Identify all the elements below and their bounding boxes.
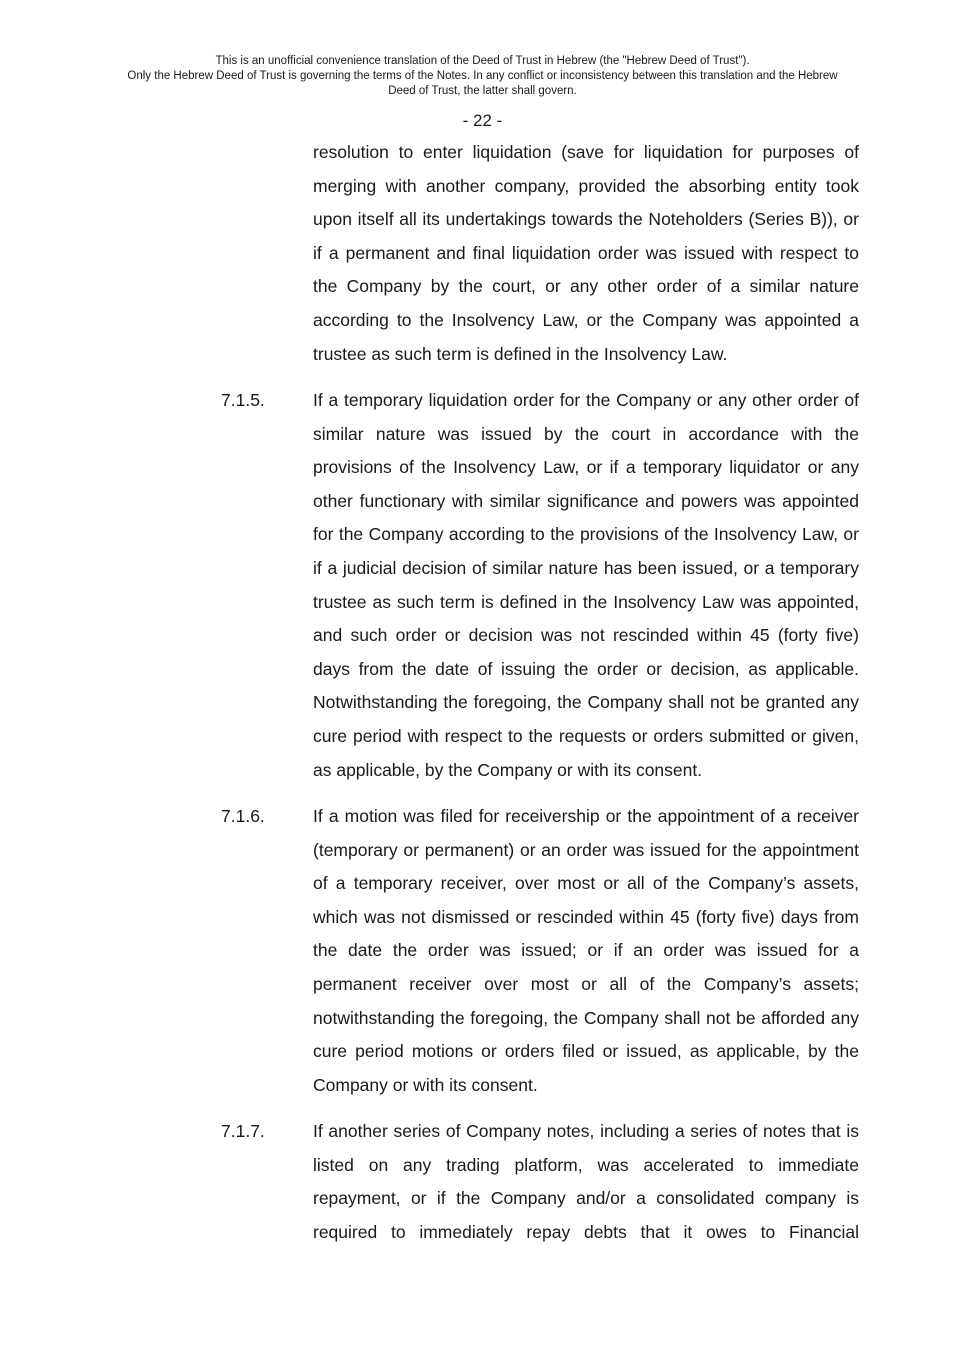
clause-text-7-1-6: If a motion was filed for receivership or the appointment of a receiver (temporary or permanent) or an order was issued for the appointment of a temporary receiver, over most or all of the Company’s assets, which was not dismissed or rescinded within 45 (forty five) days from the date the order was issued; or if an order was issued for a permanent receiver over most or all of the Company’s assets; notwithstanding the foregoing, the Company shall not be afforded any cure period motions or orders filed or issued, as applicable, by the Company or with its consent. bbox=[313, 806, 859, 1095]
continuation-paragraph: resolution to enter liquidation (save for liquidation for purposes of merging with another company, provided the absorbing entity took upon itself all its undertakings towards the Noteholders (Series B)), or if a permanent and final liquidation order was issued with respect to the Company by the court, or any other order of a similar nature according to the Insolvency Law, or the Company was appointed a trustee as such term is defined in the Insolvency Law. bbox=[313, 142, 859, 364]
disclaimer-line-3: Deed of Trust, the latter shall govern. bbox=[388, 85, 577, 97]
clause-text-7-1-5: If a temporary liquidation order for the Company or any other order of similar nature was issued by the court in accordance with the provisions of the Insolvency Law, or if a temporary liquidator or any other functionary with similar significance and powers was appointed for the Company according to the provisions of the Insolvency Law, or if a judicial decision of similar nature has been issued, or a temporary trustee as such term is defined in the Insolvency Law was appointed, and such order or decision was not rescinded within 45 (forty five) days from the date of issuing the order or decision, as applicable. Notwithstanding the foregoing, the Company shall not be granted any cure period with respect to the requests or orders submitted or given, as applicable, by the Company or with its consent. bbox=[313, 390, 859, 780]
disclaimer-line-2: Only the Hebrew Deed of Trust is governing the terms of the Notes. In any conflict or inconsistency between this translation and the Hebrew bbox=[127, 70, 838, 82]
translation-disclaimer bbox=[100, 54, 865, 99]
clause-number-7-1-5: 7.1.5. bbox=[221, 390, 265, 410]
page-number: - 22 - bbox=[462, 111, 503, 130]
clause-text-7-1-7: If another series of Company notes, including a series of notes that is listed on any trading platform, was accelerated to immediate repayment, or if the Company and/or a consolidated company is required to immediately repay debts that it owes to Financial bbox=[313, 1121, 859, 1242]
clause-number-7-1-7: 7.1.7. bbox=[221, 1121, 265, 1141]
disclaimer-line-1: This is an unofficial convenience translation of the Deed of Trust in Hebrew (the "Hebrew Deed of Trust"). bbox=[215, 55, 750, 67]
clause-number-7-1-6: 7.1.6. bbox=[221, 806, 265, 826]
